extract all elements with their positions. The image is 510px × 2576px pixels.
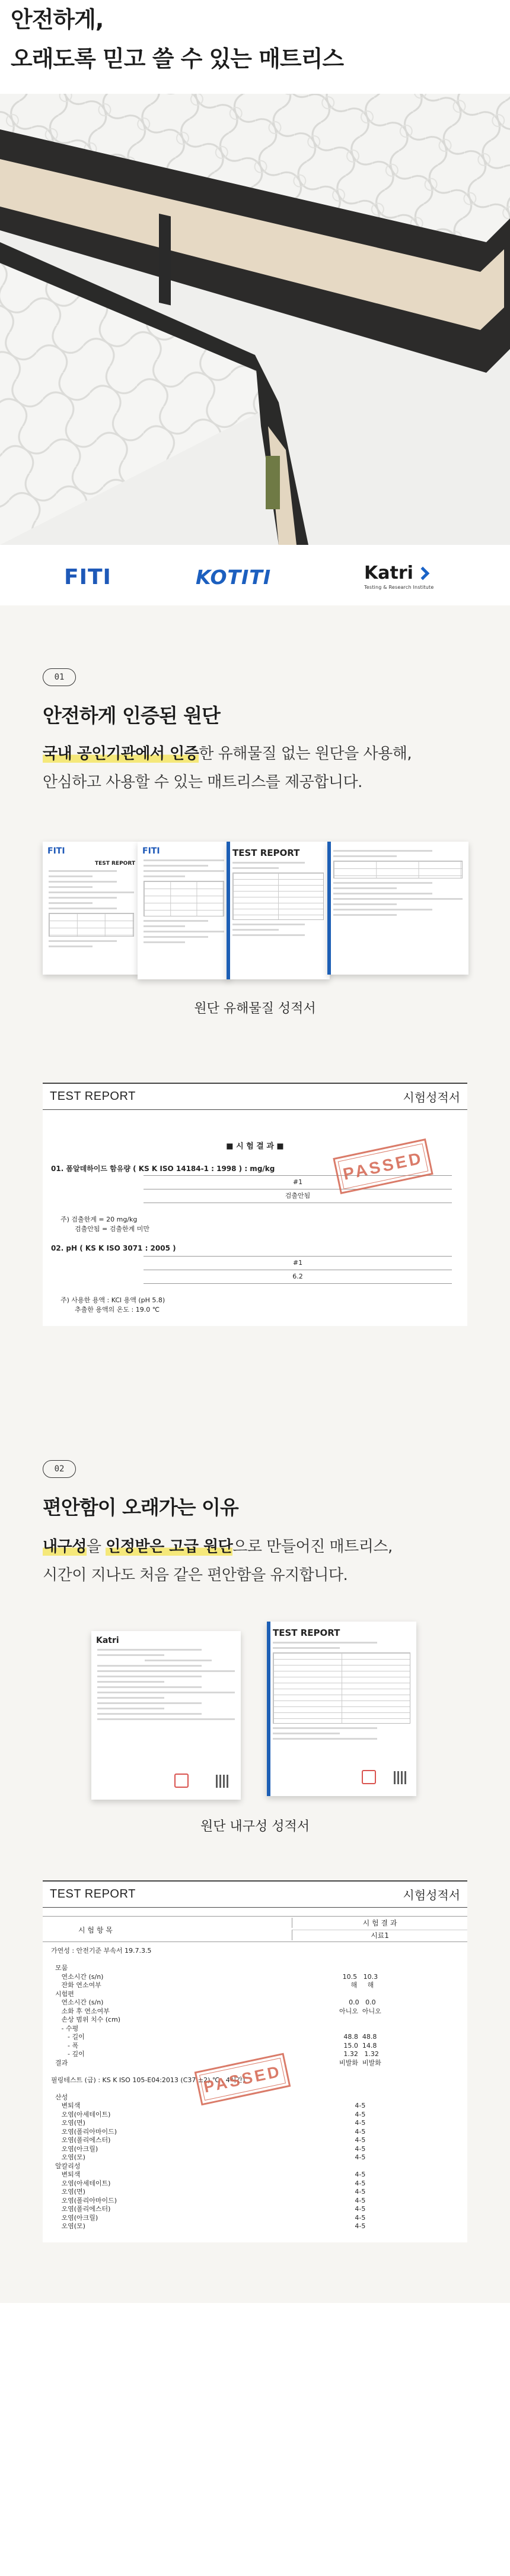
fiti-logo — [64, 564, 111, 590]
passed-stamp: PASSED — [195, 2053, 291, 2106]
section-number-badge: 01 — [43, 668, 76, 686]
section-description — [43, 1533, 493, 1590]
results-heading: ■ 시 험 결 과 ■ — [226, 1142, 284, 1151]
certification-logos — [0, 546, 510, 605]
mattress-illustration — [0, 94, 510, 545]
description-text-2: 으로 만들어진 매트리스, — [232, 1538, 393, 1556]
document-thumbnail-2: FITI — [138, 842, 230, 979]
report-title-en: TEST REPORT — [50, 1090, 136, 1103]
table-header: #1 — [144, 1257, 452, 1270]
column-sample: 시료1 — [292, 1930, 467, 1940]
report-header — [43, 1880, 467, 1908]
description-text: 한 유해물질 없는 원단을 사용해, — [199, 745, 412, 763]
note-2b: 추출한 용액의 온도 : 19.0 ℃ — [75, 1306, 160, 1314]
note-1b: 검출안됨 = 검출한계 미만 — [75, 1225, 149, 1233]
hero-title-line2: 오래도록 믿고 쓸 수 있는 매트리스 — [11, 46, 344, 72]
description-highlight-2: 인정받은 고급 원단 — [106, 1538, 233, 1556]
document-thumbnail-test-report — [267, 1622, 416, 1796]
note-2a: 주) 사용한 용액 : KCl 용액 (pH 5.8) — [60, 1296, 165, 1304]
kotiti-logo — [196, 564, 271, 590]
section-durable-fabric — [0, 1401, 510, 2303]
section-title: 편안함이 오래가는 이유 — [43, 1496, 238, 1519]
katri-logo — [364, 564, 434, 590]
document-thumbnail-1: FITI TEST REPORT — [43, 842, 140, 975]
documents-caption: 원단 내구성 성적서 — [200, 1819, 310, 1834]
report-header — [43, 1083, 467, 1110]
result-item-2: 02. pH ( KS K ISO 3071 : 2005 ) — [51, 1244, 176, 1252]
note-1a: 주) 검출한계 = 20 mg/kg — [60, 1216, 138, 1223]
katri-logo-text: Katri — [364, 563, 413, 583]
document-logo: Katri — [96, 1636, 119, 1645]
results-table-header — [43, 1916, 467, 1942]
mattress-photo — [0, 94, 510, 545]
document-title: TEST REPORT — [94, 861, 135, 867]
report-title-ko: 시험성적서 — [403, 1888, 460, 1902]
description-highlight: 국내 공인기관에서 인증 — [43, 745, 199, 763]
passed-stamp: PASSED — [333, 1138, 433, 1194]
test-results-list: 10.5 10.3 해 해 0.0 0.0 아니오 아니오 48.8 48.8 15.0 14.8 1.32 1.32 비발화 비발화 4-5 4-5 4-5 4-5 4-5 4-5 4-5 4-5 4-5 4-5 4-5 4-5 4-5 4-5 — [339, 1972, 381, 2230]
test-items-list: 가연성 : 안전기준 부속서 19.7.3.5 모뭄 연소시간 (s/n) 잔화 연소여부 시험편 연소시간 (s/n) 소화 후 연소여부 손상 범위 치수 (cm) - 수평 - 길이 - 폭 - 깊이 결과 필링테스트 (급) : KS K ISO 105-E04:2013 (C37 ±2) ℃ , 4시간) 산성 변퇴색 오염(아세테이트) 오염(면) 오염(폴리아마이드) 오염(폴리에스터) 오염(아크릴) 오염(모) 알칼리성 변퇴색 오염(아세테이트) 오염(면) 오염(폴리아마이드) 오염(폴리에스터) 오염(아크릴) 오염(모) — [51, 1947, 246, 2230]
section-safe-fabric — [0, 605, 510, 1401]
fiti-logo-text: FITI — [64, 564, 111, 589]
report-title-ko: 시험성적서 — [403, 1090, 460, 1105]
table-header: #1 — [144, 1176, 452, 1189]
result-table-2 — [144, 1256, 452, 1284]
document-thumbnail-katri — [91, 1631, 241, 1800]
katri-logo-subtitle: Testing & Research Institute — [364, 585, 434, 590]
description-line2: 시간이 지나도 처음 같은 편안함을 유지합니다. — [43, 1566, 348, 1584]
documents-caption: 원단 유해물질 성적서 — [194, 1001, 316, 1016]
description-text: 을 — [86, 1538, 106, 1556]
section-title: 안전하게 인증된 원단 — [43, 704, 220, 727]
table-value: 6.2 — [292, 1273, 303, 1280]
test-report-panel — [43, 1083, 467, 1326]
section-number-badge: 02 — [43, 1460, 76, 1478]
kotiti-logo-text: KOTITI — [196, 565, 272, 589]
hero-title-line1: 안전하게, — [11, 7, 104, 33]
section-description — [43, 740, 493, 797]
document-thumbnail-3: TEST REPORT — [227, 842, 330, 979]
description-highlight-1: 내구성 — [43, 1538, 87, 1556]
description-line2: 안심하고 사용할 수 있는 매트리스를 제공합니다. — [43, 773, 362, 791]
column-test-item: 시 험 항 목 — [78, 1926, 113, 1934]
hero-title — [11, 0, 497, 78]
result-item-1: 01. 폼알데하이드 함유량 ( KS K ISO 14184-1 : 1998 ) : mg/kg — [51, 1165, 275, 1173]
table-value: 검출안됨 — [285, 1192, 311, 1200]
test-report-panel — [43, 1880, 467, 2242]
report-title-en: TEST REPORT — [50, 1887, 136, 1901]
column-test-result: 시 험 결 과 — [292, 1918, 467, 1928]
chevron-right-icon — [416, 567, 430, 580]
document-title: TEST REPORT — [273, 1628, 340, 1638]
document-thumbnail-4 — [327, 842, 468, 975]
